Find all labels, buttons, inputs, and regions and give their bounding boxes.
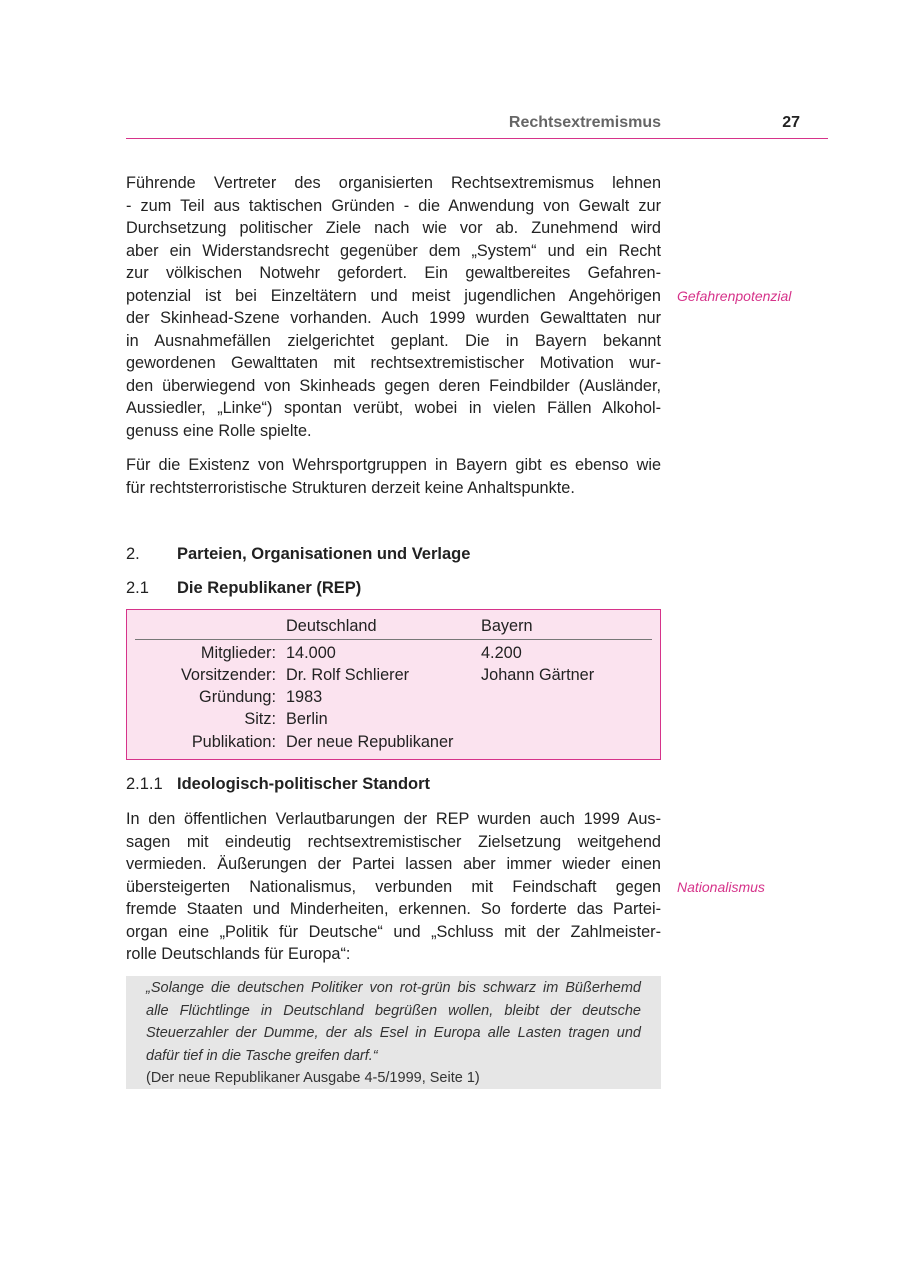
wehrsport-paragraph xyxy=(126,454,661,499)
text-line: für rechtsterroristische Strukturen derzeit keine Anhaltspunkte. xyxy=(126,478,575,497)
header-divider xyxy=(135,639,652,640)
section-number: 2.1 xyxy=(126,579,149,597)
text-line: Aussiedler, „Linke“) spontan verübt, wobei in vielen Fällen Alkohol- xyxy=(126,399,661,417)
header-title: Rechtsextremismus xyxy=(508,114,661,131)
text-line: - zum Teil aus taktischen Gründen - die Anwendung von Gewalt zur xyxy=(126,196,661,215)
fact-label: Vorsitzender: xyxy=(180,666,276,684)
fact-box-header-row xyxy=(127,617,660,639)
text-line: potenzial ist bei Einzeltätern und meist jugendlichen Angehörigen xyxy=(126,286,661,305)
fact-label: Mitglieder: xyxy=(200,644,276,662)
text-line: rolle Deutschlands für Europa“: xyxy=(126,945,351,963)
text-line: übersteigerten Nationalismus, verbunden mit Feindschaft gegen xyxy=(126,877,661,896)
text-line: vermieden. Äußerungen der Partei lassen aber immer wieder einen xyxy=(126,855,661,873)
text-line: der Skinhead-Szene vorhanden. Auch 1999 wurden Gewalttaten nur xyxy=(126,309,661,327)
text-line: sagen mit eindeutig rechtsextremistischer Zielsetzung weitgehend xyxy=(126,832,661,851)
section-number: 2. xyxy=(126,545,140,563)
quote-line: Steuerzahler der Dumme, der als Esel in Europa alle Lasten tragen und xyxy=(146,1025,641,1041)
fact-row-sitz xyxy=(127,710,660,732)
fact-row-mitglieder xyxy=(127,644,660,666)
text-line: fremde Staaten und Minderheiten, erkennen. So forderte das Partei- xyxy=(126,900,661,918)
section-number: 2.1.1 xyxy=(126,775,163,793)
text-line: gewordenen Gewalttaten mit rechtsextremistischer Motivation wur- xyxy=(126,354,661,372)
fact-value-deutschland: Berlin xyxy=(286,710,328,728)
fact-row-gruendung xyxy=(127,688,660,710)
quote-source: (Der neue Republikaner Ausgabe 4-5/1999, Seite 1) xyxy=(146,1070,480,1086)
fact-row-publikation xyxy=(127,733,660,755)
text-line: organ eine „Politik für Deutsche“ und „Schluss mit der Zahlmeister- xyxy=(126,922,661,941)
text-line: genuss eine Rolle spielte. xyxy=(126,421,312,440)
fact-value-bayern: Johann Gärtner xyxy=(481,666,595,684)
section-title: Parteien, Organisationen und Verlage xyxy=(177,545,471,563)
text-line: Für die Existenz von Wehrsportgruppen in Bayern gibt es ebenso wie xyxy=(126,456,661,474)
text-line: den überwiegend von Skinheads gegen deren Feindbilder (Ausländer, xyxy=(126,376,661,395)
fact-label: Publikation: xyxy=(191,733,276,751)
section-heading-2-1-1 xyxy=(126,775,430,794)
column-header-bayern: Bayern xyxy=(481,617,533,635)
quote-line: alle Flüchtlinge in Deutschland begrüßen wollen, bleibt der deutsche xyxy=(146,1002,641,1019)
margin-note-nationalismus: Nationalismus xyxy=(677,879,765,895)
quote-line: dafür tief in die Tasche greifen darf.“ xyxy=(146,1047,378,1064)
running-header xyxy=(126,112,828,139)
text-line: Führende Vertreter des organisierten Rechtsextremismus lehnen xyxy=(126,174,661,192)
fact-row-vorsitzender xyxy=(127,666,660,688)
intro-paragraph xyxy=(126,172,661,442)
section-title: Die Republikaner (REP) xyxy=(177,579,362,597)
fact-label: Gründung: xyxy=(199,688,276,706)
section-heading-2 xyxy=(126,545,470,564)
column-header-deutschland: Deutschland xyxy=(286,617,377,635)
text-line: Durchsetzung politischer Ziele nach wie vor ab. Zunehmend wird xyxy=(126,219,661,237)
fact-value-deutschland: Dr. Rolf Schlierer xyxy=(286,666,410,684)
fact-label: Sitz: xyxy=(244,710,276,728)
fact-value-deutschland: 1983 xyxy=(286,688,323,706)
section-heading-2-1 xyxy=(126,579,361,598)
fact-value-deutschland: 14.000 xyxy=(286,644,336,662)
text-line: In den öffentlichen Verlautbarungen der REP wurden auch 1999 Aus- xyxy=(126,810,661,828)
fact-value-bayern: 4.200 xyxy=(481,644,522,662)
quote-text xyxy=(146,977,641,1067)
margin-note-gefahrenpotenzial: Gefahrenpotenzial xyxy=(677,288,792,304)
text-line: aber ein Widerstandsrecht gegenüber dem „System“ und ein Recht xyxy=(126,241,661,260)
fact-value-deutschland: Der neue Republikaner xyxy=(286,733,454,751)
rep-fact-box xyxy=(126,609,661,760)
quote-box xyxy=(126,976,661,1089)
text-line: in Ausnahmefällen zielgerichtet geplant. Die in Bayern bekannt xyxy=(126,331,661,350)
quote-line: „Solange die deutschen Politiker von rot-grün bis schwarz im Büßerhemd xyxy=(146,980,641,996)
section-title: Ideologisch-politischer Standort xyxy=(177,775,431,793)
text-line: zur völkischen Notwehr gefordert. Ein gewaltbereites Gefahren- xyxy=(126,264,661,282)
standort-paragraph xyxy=(126,808,661,966)
page-number: 27 xyxy=(782,114,800,131)
